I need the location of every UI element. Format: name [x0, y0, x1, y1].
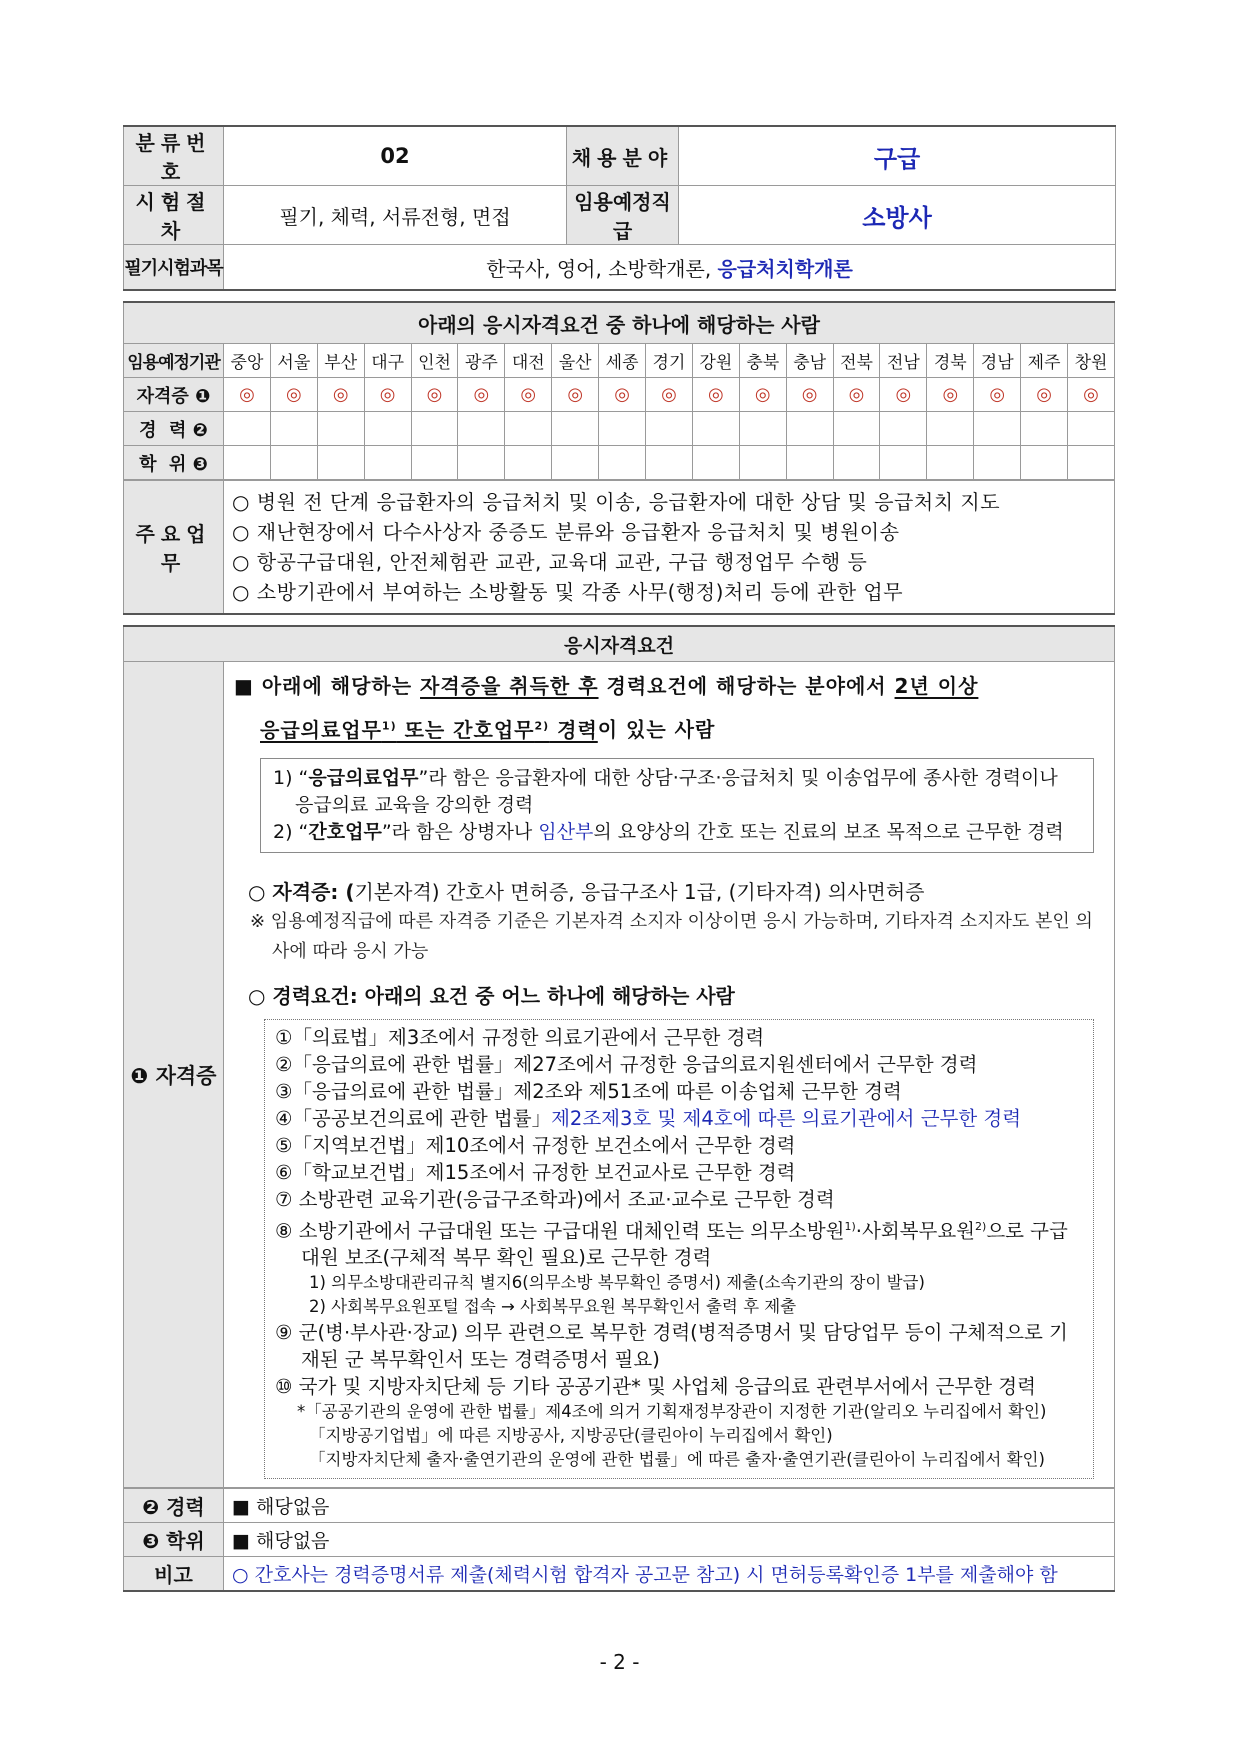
subjects-plain: 한국사, 영어, 소방학개론,	[486, 256, 718, 281]
info-table	[123, 125, 1116, 291]
remark-value: ○ 간호사는 경력증명서류 제출(체력시험 합격자 공고문 참고) 시 면허등록확인증 1부를 제출해야 함	[224, 1557, 1115, 1592]
cert-mark: ◎	[599, 378, 646, 412]
agency-cell: 인천	[411, 344, 458, 378]
requirements-table	[123, 625, 1115, 1488]
cert-mark: ◎	[646, 378, 693, 412]
cert-mark: ◎	[364, 378, 411, 412]
agency-cell: 전남	[880, 344, 927, 378]
page-number: - 2 -	[599, 1650, 640, 1674]
career-value: ■ 해당없음	[224, 1489, 1115, 1523]
degree-label: ❸ 학위	[124, 1523, 224, 1557]
cert-note: ※ 임용예정직급에 따른 자격증 기준은 기본자격 소지자 이상이면 응시 가능하며, 기타자격 소지자도 본인 의사에 따라 응시 가능	[250, 910, 1093, 962]
agency-cell: 충북	[739, 344, 786, 378]
agency-cell: 경남	[974, 344, 1021, 378]
cert-mark: ◎	[974, 378, 1021, 412]
duty-item: ○ 소방기관에서 부여하는 소방활동 및 각종 사무(행정)처리 등에 관한 업무	[232, 580, 904, 604]
agency-cell: 부산	[317, 344, 364, 378]
career-requirement-head: ○ 경력요건: 아래의 요건 중 어느 하나에 해당하는 사람	[248, 983, 735, 1008]
definition-1: 1) “응급의료업무”라 함은 응급환자에 대한 상담·구조·응급처치 및 이송업무에 종사한 경력이나 응급의료 교육을 강의한 경력	[273, 766, 1058, 816]
class-no-value: 02	[224, 126, 567, 186]
career-subnote: *「공공기관의 운영에 관한 법률」제4조에 의거 기획재정부장관이 지정한 기관(알리오 누리집에서 확인)	[297, 1402, 1047, 1422]
career-item: ⑧ 소방기관에서 구급대원 또는 구급대원 대체인력 또는 의무소방원$^{1)}$·사회복무요원$^{2)}$으로 구급대원 보조(구체적 복무 확인 필요)로 근무한 경력	[275, 1219, 1068, 1270]
footnote-mark: 1)	[381, 719, 397, 732]
subjects-blue: 응급처치학개론	[717, 256, 853, 281]
cert-section-label: ❶ 자격증	[124, 662, 224, 1488]
field-value: 구급	[679, 126, 1116, 186]
cert-requirement: ○ 자격증: (기본자격) 간호사 면허증, 응급구조사 1급, (기타자격) 의사면허증	[248, 879, 925, 904]
duties-table	[123, 480, 1115, 615]
subjects-label: 필기시험과목	[124, 245, 224, 291]
agency-cell: 전북	[833, 344, 880, 378]
career-item: ⑦ 소방관련 교육기관(응급구조학과)에서 조교·교수로 근무한 경력	[275, 1187, 835, 1211]
definitions-box	[260, 758, 1094, 853]
cert-mark: ◎	[505, 378, 552, 412]
definition-2: 2) “간호업무”라 함은 상병자나 임산부의 요양상의 간호 또는 진료의 보조 목적으로 근무한 경력	[273, 820, 1064, 843]
class-no-label: 분류번호	[124, 126, 224, 186]
remark-label: 비고	[124, 1557, 224, 1592]
duty-item: ○ 항공구급대원, 안전체험관 교관, 교육대 교관, 구급 행정업무 수행 등	[232, 550, 868, 574]
career-row-label: 경 력 ❷	[124, 412, 224, 446]
cert-mark: ◎	[833, 378, 880, 412]
recruitment-page	[123, 125, 1115, 1592]
cert-mark: ◎	[1021, 378, 1068, 412]
lead-underline: 또는 간호업무	[396, 717, 535, 742]
career-item: ⑥「학교보건법」제15조에서 규정한 보건교사로 근무한 경력	[275, 1160, 796, 1184]
lead-text: ■ 아래에 해당하는	[234, 674, 421, 698]
lead-statement	[234, 666, 1104, 750]
cert-section-body	[224, 662, 1115, 1488]
cert-mark: ◎	[552, 378, 599, 412]
lead-underline: 경력	[549, 717, 598, 742]
agency-cell: 제주	[1021, 344, 1068, 378]
career-item: ④「공공보건의료에 관한 법률」제2조제3호 및 제4호에 따른 의료기관에서 근무한 경력	[275, 1106, 1022, 1130]
degree-row-label: 학 위 ❸	[124, 446, 224, 480]
cert-row-label: 자격증 ❶	[124, 378, 224, 412]
career-item: ⑨ 군(병·부사관·장교) 의무 관련으로 복무한 경력(병적증명서 및 담당업무 등이 구체적으로 기재된 군 복무확인서 또는 경력증명서 필요)	[275, 1321, 1068, 1372]
cert-mark: ◎	[880, 378, 927, 412]
duty-item: ○ 병원 전 단계 응급환자의 응급처치 및 이송, 응급환자에 대한 상담 및 응급처치 지도	[232, 490, 1001, 514]
career-list-box	[264, 1019, 1094, 1480]
cert-mark: ◎	[458, 378, 505, 412]
lead-underline: 2년 이상	[894, 674, 979, 698]
cert-mark: ◎	[224, 378, 271, 412]
agency-cell: 대전	[505, 344, 552, 378]
cert-mark: ◎	[411, 378, 458, 412]
career-subnote: 1) 의무소방대관리규칙 별지6(의무소방 복무확인 증명서) 제출(소속기관의 장이 발급)	[309, 1273, 925, 1293]
cert-mark: ◎	[317, 378, 364, 412]
agency-label: 임용예정기관	[124, 344, 224, 378]
career-item: ⑤「지역보건법」제10조에서 규정한 보건소에서 근무한 경력	[275, 1133, 796, 1157]
rank-label: 임용예정직급	[567, 186, 679, 245]
footnote-mark: 2)	[534, 719, 550, 732]
agency-cell: 강원	[692, 344, 739, 378]
duty-item: ○ 재난현장에서 다수사상자 중증도 분류와 응급환자 응급처치 및 병원이송	[232, 520, 900, 544]
career-item: ③「응급의료에 관한 법률」제2조와 제51조에 따른 이송업체 근무한 경력	[275, 1079, 902, 1103]
agency-cell: 광주	[458, 344, 505, 378]
agency-cell: 세종	[599, 344, 646, 378]
footer-table	[123, 1488, 1115, 1592]
agency-cell: 울산	[552, 344, 599, 378]
career-subnote: 2) 사회복무요원포털 접속 → 사회복무요원 복무확인서 출력 후 제출	[309, 1297, 797, 1317]
career-subnote: 「지방공기업법」에 따른 지방공사, 지방공단(클린아이 누리집에서 확인)	[309, 1426, 833, 1446]
agency-cell: 서울	[270, 344, 317, 378]
agency-cell: 경북	[927, 344, 974, 378]
lead-underline: 응급의료업무	[260, 717, 382, 742]
career-item: ②「응급의료에 관한 법률」제27조에서 규정한 응급의료지원센터에서 근무한 경력	[275, 1052, 978, 1076]
cert-mark: ◎	[692, 378, 739, 412]
eligibility-table	[123, 301, 1115, 480]
agency-cell: 중앙	[224, 344, 271, 378]
field-label: 채용분야	[567, 126, 679, 186]
lead-text: 경력요건에 해당하는 분야에서	[598, 674, 895, 698]
lead-text: 이 있는 사람	[597, 717, 716, 742]
cert-mark: ◎	[927, 378, 974, 412]
career-subnote: 「지방자치단체 출자·출연기관의 운영에 관한 법률」에 따른 출자·출연기관(클린아이 누리집에서 확인)	[309, 1450, 1045, 1470]
requirements-title: 응시자격요건	[124, 626, 1115, 662]
career-item: ⑩ 국가 및 지방자치단체 등 기타 공공기관* 및 사업체 응급의료 관련부서에서 근무한 경력	[275, 1375, 1036, 1399]
duties-label: 주요업무	[124, 481, 224, 615]
degree-value: ■ 해당없음	[224, 1523, 1115, 1557]
cert-mark: ◎	[1068, 378, 1115, 412]
eligibility-title: 아래의 응시자격요건 중 하나에 해당하는 사람	[124, 302, 1115, 344]
agency-cell: 경기	[646, 344, 693, 378]
procedure-label: 시험절차	[124, 186, 224, 245]
duties-list	[224, 481, 1115, 615]
cert-mark: ◎	[270, 378, 317, 412]
career-item: ①「의료법」제3조에서 규정한 의료기관에서 근무한 경력	[275, 1025, 765, 1049]
rank-value: 소방사	[679, 186, 1116, 245]
career-label: ❷ 경력	[124, 1489, 224, 1523]
subjects-value	[224, 245, 1116, 291]
agency-cell: 대구	[364, 344, 411, 378]
agency-cell: 충남	[786, 344, 833, 378]
agency-cell: 창원	[1068, 344, 1115, 378]
cert-mark: ◎	[739, 378, 786, 412]
cert-mark: ◎	[786, 378, 833, 412]
lead-underline: 자격증을 취득한 후	[420, 674, 599, 698]
procedure-value: 필기, 체력, 서류전형, 면접	[224, 186, 567, 245]
